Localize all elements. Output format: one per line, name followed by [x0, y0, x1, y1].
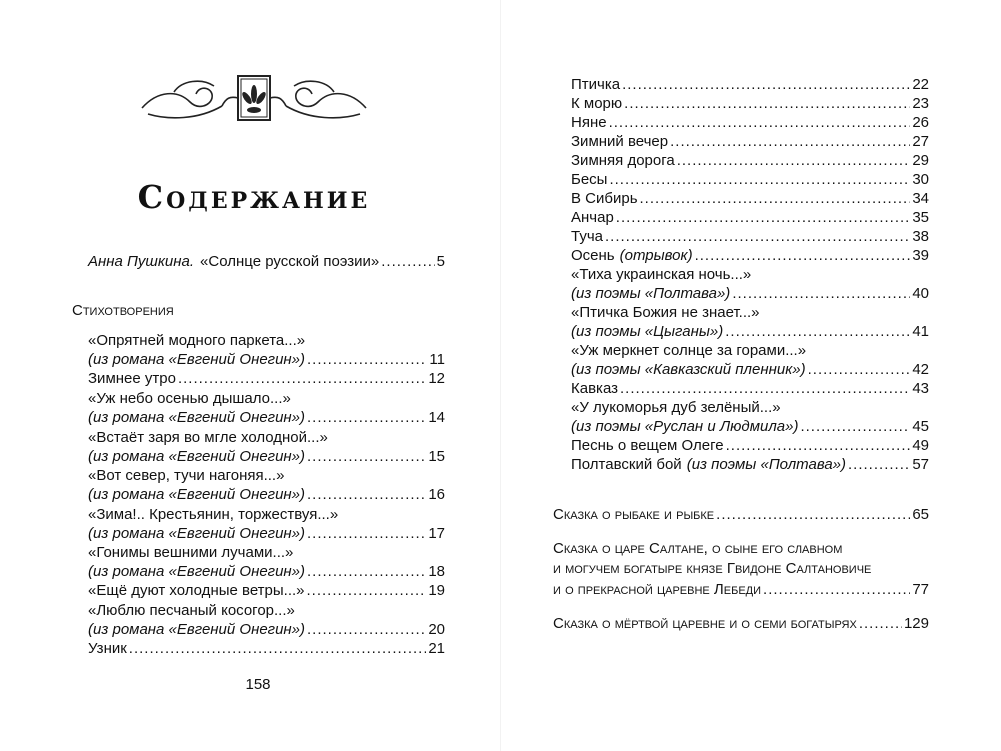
entry-title: Няне: [571, 114, 607, 131]
leader-dots: [624, 94, 910, 113]
leader-dots: [695, 246, 911, 265]
entry-title: (из романа «Евгений Онегин»): [88, 486, 306, 503]
entry-title: (из поэмы «Руслан и Людмила»): [571, 418, 799, 435]
leader-dots: [726, 436, 911, 455]
page-number: 57: [912, 456, 929, 473]
leader-dots: [800, 417, 910, 436]
toc-entry[interactable]: [88, 620, 445, 639]
entry-title: «Ещё дуют холодные ветры...»: [88, 582, 305, 599]
leader-dots: [381, 252, 434, 271]
entry-title: Бесы: [571, 171, 608, 188]
toc-entry[interactable]: [571, 208, 929, 227]
toc-entry[interactable]: «Гонимы вешними лучами...»: [88, 544, 294, 561]
toc-entry[interactable]: «Опрятней модного паркета...»: [88, 332, 306, 349]
page-number: 42: [912, 361, 929, 378]
entry-subtitle: (из поэмы «Полтава»): [686, 456, 847, 473]
entry-title: (из романа «Евгений Онегин»): [88, 409, 306, 426]
entry-title: (из романа «Евгений Онегин»): [88, 563, 306, 580]
entry-title: Сказка о рыбаке и рыбке: [553, 506, 715, 523]
toc-entry[interactable]: «У лукоморья дуб зелёный...»: [571, 399, 781, 416]
page-number: 45: [912, 418, 929, 435]
toc-entry[interactable]: [571, 94, 929, 113]
leader-dots: [725, 322, 910, 341]
leader-dots: [307, 350, 427, 369]
toc-entry[interactable]: [571, 132, 929, 151]
toc-entry[interactable]: [88, 581, 445, 600]
page-number: 21: [428, 640, 445, 657]
toc-entry[interactable]: [571, 113, 929, 132]
page-number: 77: [912, 581, 929, 598]
page-number: 5: [436, 253, 445, 270]
toc-entry[interactable]: [88, 639, 445, 658]
toc-entry[interactable]: [88, 524, 445, 543]
toc-entry[interactable]: [571, 246, 929, 265]
entry-title: Осень: [571, 247, 615, 264]
entry-title: Полтавский бой: [571, 456, 682, 473]
entry-subtitle: (отрывок): [619, 247, 693, 264]
intro-entry[interactable]: [88, 252, 445, 271]
leader-dots: [307, 447, 426, 466]
entry-title: Зимний вечер: [571, 133, 669, 150]
toc-entry[interactable]: [88, 562, 445, 581]
leader-dots: [670, 132, 910, 151]
entry-title: Туча: [571, 228, 603, 245]
toc-entry[interactable]: [88, 408, 445, 427]
leader-dots: [622, 75, 910, 94]
entry-title: (из романа «Евгений Онегин»): [88, 525, 306, 542]
page-title: Содержание: [137, 178, 371, 216]
leader-dots: [808, 360, 911, 379]
page-number: 49: [912, 437, 929, 454]
leader-dots: [677, 151, 911, 170]
leader-dots: [605, 227, 910, 246]
entry-title: В Сибирь: [571, 190, 638, 207]
leader-dots: [620, 379, 910, 398]
entry-title: Песнь о вещем Олеге: [571, 437, 724, 454]
page-number: 40: [912, 285, 929, 302]
toc-entry[interactable]: «Вот север, тучи нагоняя...»: [88, 467, 285, 484]
decorative-ornament: [138, 70, 370, 128]
page-number: 43: [912, 380, 929, 397]
toc-entry[interactable]: [571, 189, 929, 208]
entry-title: Зимнее утро: [88, 370, 176, 387]
page-number: 41: [912, 323, 929, 340]
toc-entry[interactable]: [571, 284, 929, 303]
leader-dots: [307, 408, 426, 427]
page-number: 12: [428, 370, 445, 387]
leader-dots: [848, 455, 910, 474]
intro-title: «Солнце русской поэзии»: [200, 253, 380, 270]
page-number: 18: [428, 563, 445, 580]
leader-dots: [859, 614, 902, 633]
toc-entry-saltan-line1[interactable]: Сказка о царе Салтане, о сыне его славном: [553, 540, 843, 557]
toc-entry[interactable]: [571, 151, 929, 170]
entry-title: (из романа «Евгений Онегин»): [88, 351, 306, 368]
entry-title: Анчар: [571, 209, 614, 226]
page-number: 129: [903, 615, 929, 632]
toc-entry[interactable]: «Уж небо осенью дышало...»: [88, 390, 291, 407]
leader-dots: [609, 170, 910, 189]
leader-dots: [307, 581, 427, 600]
page-number: 39: [912, 247, 929, 264]
leader-dots: [609, 113, 911, 132]
entry-title: (из поэмы «Кавказский пленник»): [571, 361, 806, 378]
toc-entry-fisherman[interactable]: [553, 505, 929, 524]
toc-entry[interactable]: [571, 417, 929, 436]
entry-title: и о прекрасной царевне Лебеди: [553, 581, 762, 598]
leader-dots: [307, 562, 426, 581]
toc-entry[interactable]: [571, 360, 929, 379]
toc-entry[interactable]: [571, 170, 929, 189]
toc-entry-dead-princess[interactable]: [553, 614, 929, 633]
toc-entry-saltan-line2[interactable]: и могучем богатыре князе Гвидоне Салтановиче: [553, 560, 872, 577]
page-number: 29: [912, 152, 929, 169]
toc-entry-saltan-line3[interactable]: [553, 580, 929, 599]
toc-entry[interactable]: [571, 455, 929, 474]
page-gutter: [500, 0, 501, 751]
section-heading: Стихотворения: [72, 302, 174, 319]
entry-title: Птичка: [571, 76, 621, 93]
leader-dots: [616, 208, 911, 227]
entry-title: Узник: [88, 640, 127, 657]
toc-entry[interactable]: «Птичка Божия не знает...»: [571, 304, 760, 321]
toc-entry[interactable]: [571, 227, 929, 246]
page-number: 34: [912, 190, 929, 207]
page-folio: 158: [245, 676, 271, 693]
toc-entry[interactable]: [571, 75, 929, 94]
toc-entry[interactable]: [88, 350, 445, 369]
entry-title: К морю: [571, 95, 623, 112]
page-number: 20: [428, 621, 445, 638]
leader-dots: [732, 284, 910, 303]
page-number: 17: [428, 525, 445, 542]
entry-title: (из поэмы «Полтава»): [571, 285, 731, 302]
entry-title: Кавказ: [571, 380, 618, 397]
toc-entry[interactable]: «Тиха украинская ночь...»: [571, 266, 752, 283]
leader-dots: [129, 639, 427, 658]
leader-dots: [307, 524, 426, 543]
page-number: 22: [912, 76, 929, 93]
toc-entry[interactable]: «Люблю песчаный косогор...»: [88, 602, 295, 619]
toc-entry[interactable]: [88, 485, 445, 504]
page-number: 27: [912, 133, 929, 150]
toc-entry[interactable]: [88, 369, 445, 388]
page-number: 14: [428, 409, 445, 426]
toc-entry[interactable]: «Встаёт заря во мгле холодной...»: [88, 429, 328, 446]
toc-entry[interactable]: «Зима!.. Крестьянин, торжествуя...»: [88, 506, 339, 523]
page-number: 26: [912, 114, 929, 131]
leader-dots: [763, 580, 910, 599]
page-number: 11: [429, 351, 445, 368]
leader-dots: [716, 505, 910, 524]
page-number: 38: [912, 228, 929, 245]
entry-title: Зимняя дорога: [571, 152, 675, 169]
toc-entry[interactable]: [571, 379, 929, 398]
page-number: 19: [428, 582, 445, 599]
entry-title: (из романа «Евгений Онегин»): [88, 621, 306, 638]
page-number: 16: [428, 486, 445, 503]
entry-title: Сказка о мёртвой царевне и о семи богатырях: [553, 615, 857, 632]
page-number: 15: [428, 448, 445, 465]
page-number: 35: [912, 209, 929, 226]
toc-entry[interactable]: [571, 436, 929, 455]
entry-title: (из поэмы «Цыганы»): [571, 323, 724, 340]
entry-title: (из романа «Евгений Онегин»): [88, 448, 306, 465]
leader-dots: [640, 189, 911, 208]
leader-dots: [307, 620, 426, 639]
toc-entry[interactable]: [571, 322, 929, 341]
toc-entry[interactable]: «Уж меркнет солнце за горами...»: [571, 342, 807, 359]
leader-dots: [178, 369, 426, 388]
leader-dots: [307, 485, 426, 504]
toc-entry[interactable]: [88, 447, 445, 466]
page-number: 65: [912, 506, 929, 523]
page-number: 30: [912, 171, 929, 188]
intro-author: Анна Пушкина.: [88, 253, 195, 270]
page-number: 23: [912, 95, 929, 112]
